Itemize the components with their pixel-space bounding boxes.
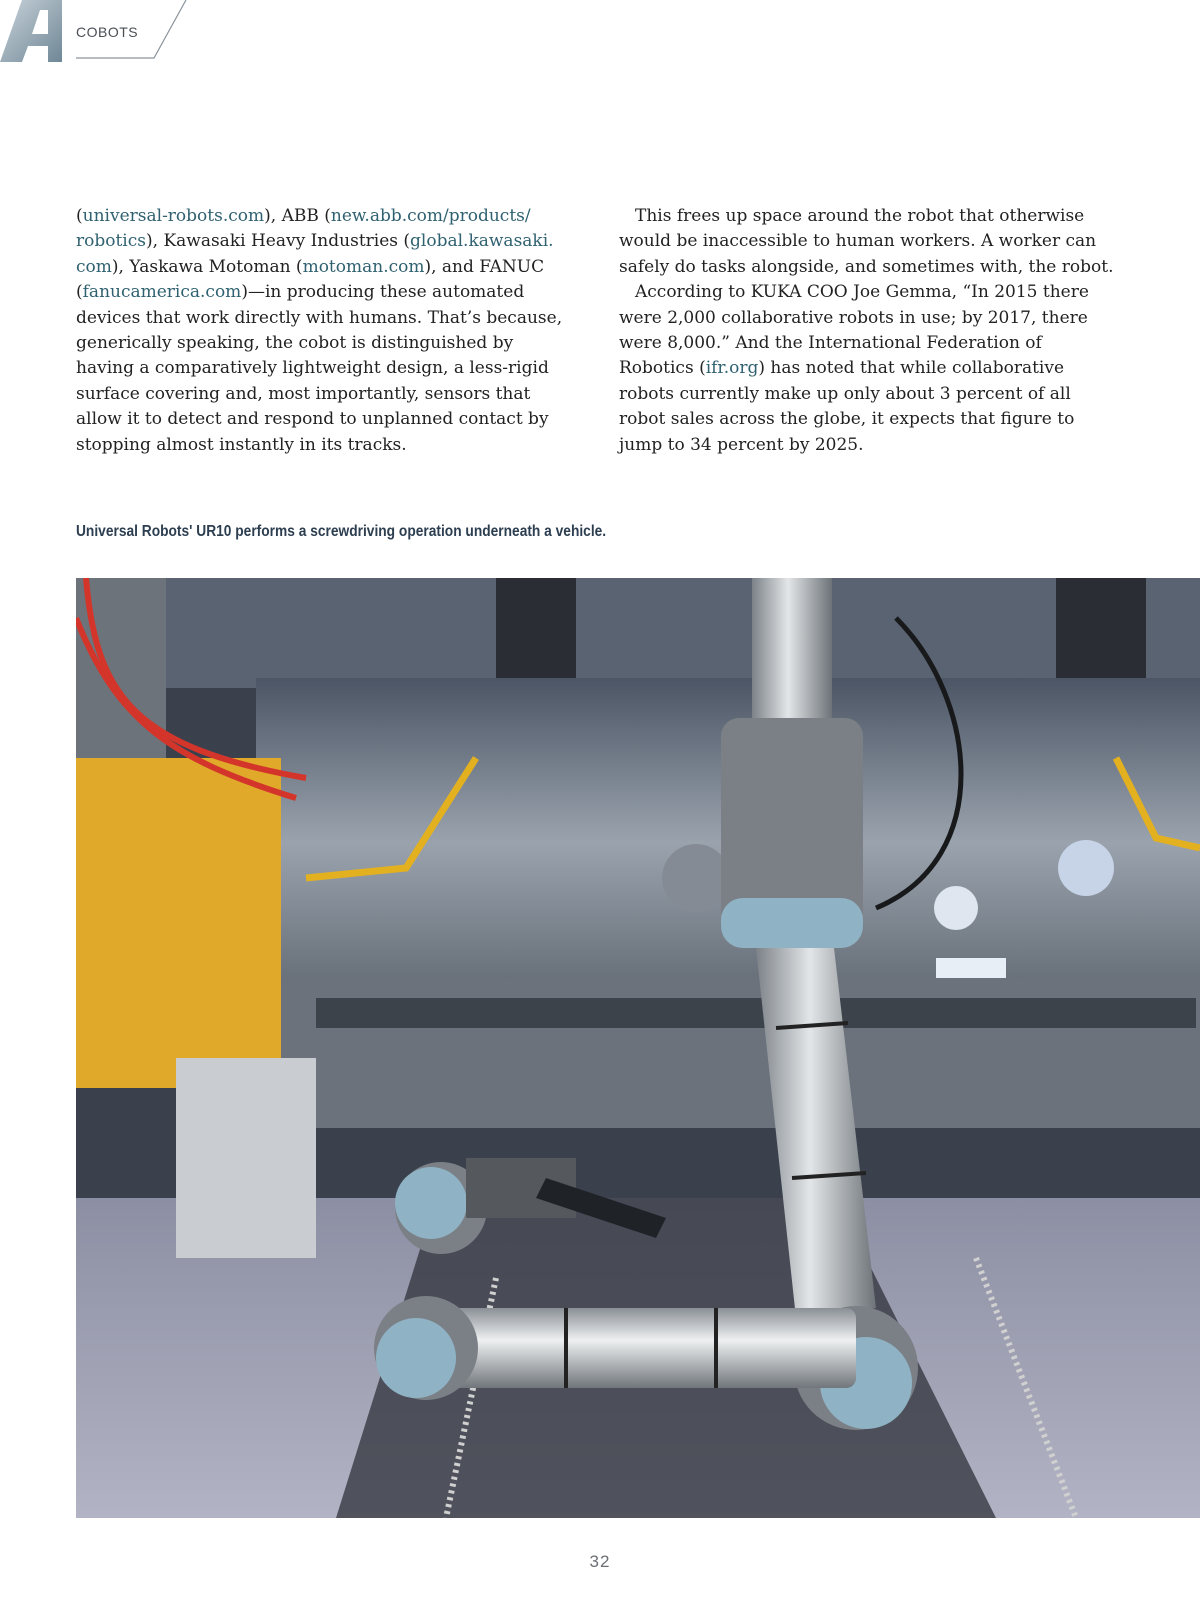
left-paragraph <box>76 204 576 458</box>
body-text: ( <box>76 206 83 226</box>
right-paragraph-2 <box>619 280 1119 458</box>
body-text: According to KUKA COO Joe Gemma, “In 2015 there were 2,000 collaborative robots in use; by 2017, there were 8,000.” And the International Federation of Robotics ( <box>619 282 1089 379</box>
inline-link[interactable]: ifr.org <box>705 358 759 379</box>
body-text: )—in producing these automated devices that work directly with humans. That’s because, generically speaking, the cobot is distinguished by having a comparatively lightweight design, a less-rigid surface covering and, most importantly, sensors that allow it to detect and respond to unplanned contact by stopping almost instantly in its tracks. <box>76 282 563 455</box>
body-text: ) has noted that while collaborative robots currently make up only about 3 percent of all robot sales across the globe, it expects that figure to jump to 34 percent by 2025. <box>619 358 1075 455</box>
body-text: ), Yaskawa Motoman ( <box>111 256 303 277</box>
left-column <box>76 204 576 458</box>
inline-link[interactable]: universal-robots.com <box>82 206 265 226</box>
inline-link[interactable]: global.kawasaki. com <box>76 231 554 277</box>
inline-link[interactable]: motoman.com <box>302 256 425 277</box>
cobot-illustration <box>76 578 1200 1518</box>
inline-link[interactable]: new.abb.com/products/ robotics <box>76 206 531 252</box>
body-text: ), ABB ( <box>264 206 331 226</box>
photo-caption: Universal Robots' UR10 performs a screwdriving operation underneath a vehicle. <box>76 523 607 540</box>
body-text: ), Kawasaki Heavy Industries ( <box>146 231 411 252</box>
body-text: ), and FANUC ( <box>76 256 545 303</box>
right-column <box>619 204 1119 458</box>
section-label: COBOTS <box>76 24 139 40</box>
magazine-logo-icon <box>0 0 62 62</box>
page-number: 32 <box>589 1552 611 1571</box>
right-paragraph-1: This frees up space around the robot that otherwise would be inaccessible to human workers. A worker can safely do tasks alongside, and sometimes with, the robot. <box>619 206 1114 277</box>
inline-link[interactable]: fanucamerica.com <box>82 282 242 303</box>
cobot-photo <box>76 578 1200 1518</box>
